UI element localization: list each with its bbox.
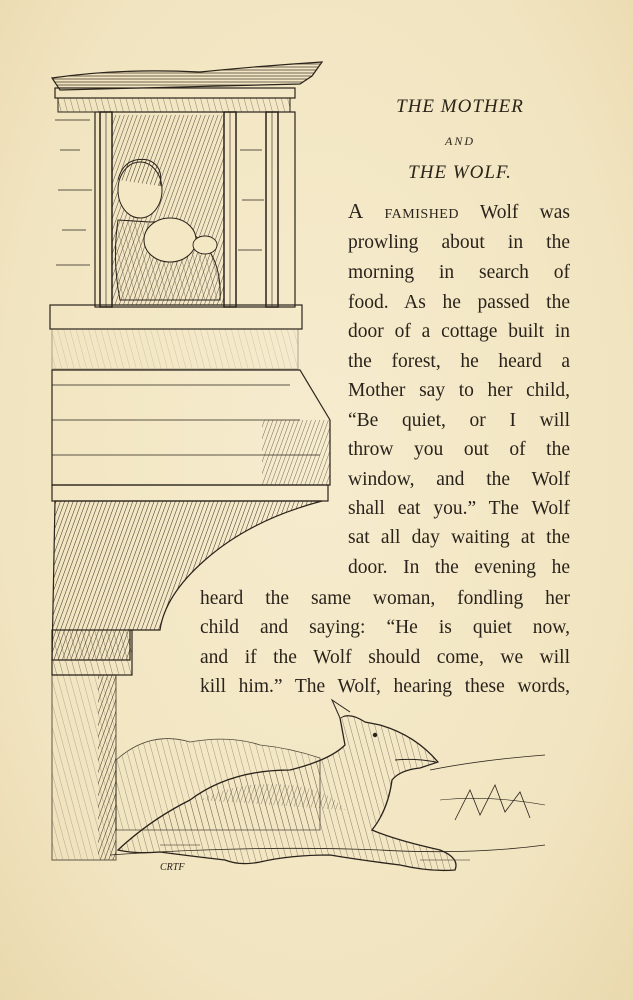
story-line: door. In the evening he [348, 557, 570, 578]
story-line: kill him.” The Wolf, hearing these words, [200, 676, 570, 697]
story-line: window, and the Wolf [348, 469, 570, 490]
story-line: morning in search of [348, 262, 570, 283]
story-title-line-3: THE WOLF. [408, 162, 512, 183]
window-cornice [52, 62, 322, 112]
artist-monogram: CRTF [160, 862, 185, 873]
story-title-line-1: THE MOTHER [396, 96, 524, 117]
story-line-1 [348, 197, 570, 228]
story-title-line-2: AND [445, 134, 475, 148]
story-line: throw you out of the [348, 439, 570, 460]
story-line: child and saying: “He is quiet now, [200, 617, 570, 638]
story-line: food. As he passed the [348, 292, 570, 313]
drop-word: A [348, 199, 364, 223]
story-line: sat all day waiting at the [348, 527, 570, 548]
story-line: heard the same woman, fondling her [200, 588, 570, 609]
first-line-rest: Wolf was [479, 202, 570, 223]
small-caps-word: famished [384, 202, 459, 223]
story-line: Mother say to her child, [348, 380, 570, 401]
story-line: and if the Wolf should come, we will [200, 647, 570, 668]
story-line: “Be quiet, or I will [348, 410, 570, 431]
story-line: shall eat you.” The Wolf [348, 498, 570, 519]
story-line: door of a cottage built in [348, 321, 570, 342]
story-line: prowling about in the [348, 232, 570, 253]
story-line: the forest, he heard a [348, 351, 570, 372]
